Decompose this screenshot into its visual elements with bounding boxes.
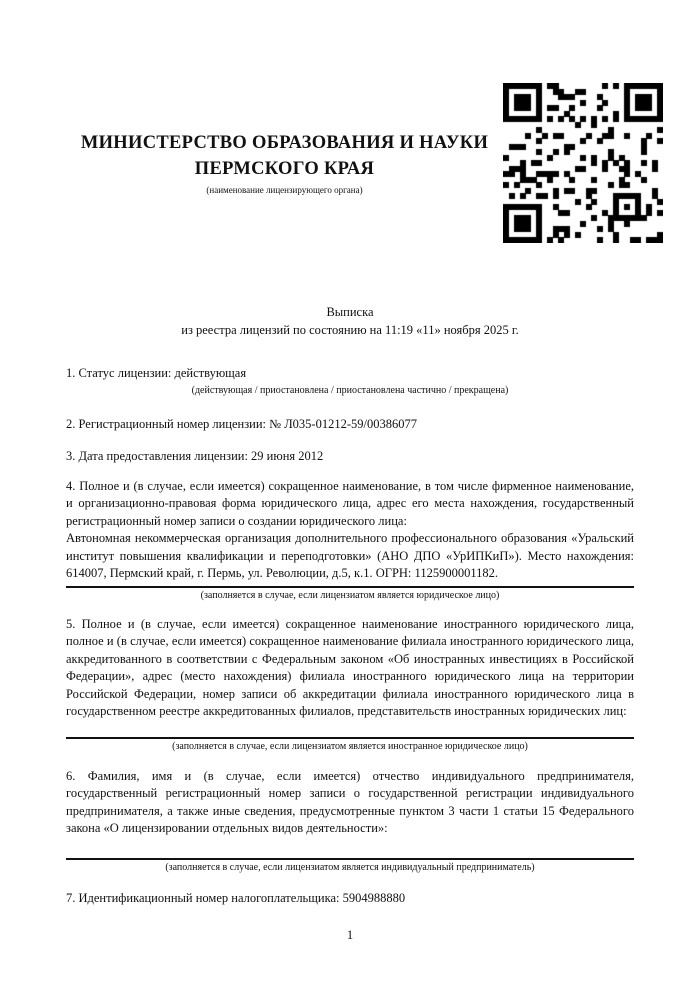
qr-code [503, 83, 663, 243]
section-individual-entrepreneur [66, 768, 634, 875]
section-license-status [66, 365, 634, 398]
foreign-entity-hint: (заполняется в случае, если лицензиатом является иностранное юридическое лицо) [172, 740, 528, 752]
document-title-line2: из реестра лицензий по состоянию на 11:19 «11» ноября 2025 г. [181, 322, 519, 337]
document-header [66, 0, 634, 252]
licensing-authority-caption: (наименование лицензирующего органа) [206, 185, 363, 195]
foreign-entity-description: 5. Полное и (в случае, если имеется) сокращенное наименование иностранного юридического лица, полное и (в случае, если имеется) сокращенное наименование филиала иностранного юридического лица, аккредитованного в соответствии с Федеральным законом «Об иностранных инвестициях в Российской Федерации», адрес (место нахождения) филиала иностранного юридического лица на территории Российской Федерации, номер записи об аккредитации филиала иностранного юридического лица в государственном реестре аккредитованных филиалов, представительств иностранных юридических лиц: [66, 616, 634, 718]
legal-entity-value: Автономная некоммерческая организация дополнительного профессионального образования «Уральский институт повышения квалификации и переподготовки» (АНО ДПО «УрИПКиП»). Место нахождения: 614007, Пермский край, г. Пермь, ул. Революции, д.5, к.1. ОГРН: 1125900001182. [66, 531, 634, 580]
license-status-hint: (действующая / приостановлена / приостановлена частично / прекращена) [191, 384, 509, 396]
licensing-authority-name-line1: МИНИСТЕРСТВО ОБРАЗОВАНИЯ И НАУКИ [80, 133, 489, 153]
legal-entity-hint: (заполняется в случае, если лицензиатом является юридическое лицо) [200, 589, 500, 601]
foreign-entity-fill-line [66, 737, 634, 739]
licensing-authority-block [66, 130, 503, 195]
individual-entrepreneur-hint: (заполняется в случае, если лицензиатом является индивидуальный предприниматель) [165, 861, 535, 873]
individual-entrepreneur-description: 6. Фамилия, имя и (в случае, если имеется) отчество индивидуального предпринимателя, государственный регистрационный номер записи о государственной регистрации индивидуального предпринимателя, а также иные сведения, предусмотренные пунктом 3 части 1 статьи 15 Федерального закона «О лицензировании отдельных видов деятельности»: [66, 768, 634, 835]
licensing-authority-name-line2: ПЕРМСКОГО КРАЯ [194, 159, 375, 179]
page-number: 1 [346, 928, 354, 942]
qr-code-image [503, 83, 663, 243]
page-content [66, 0, 634, 943]
section-taxpayer-number: 7. Идентификационный номер налогоплательщика: 5904988880 [66, 890, 406, 905]
licensing-authority-name [66, 130, 503, 182]
license-status-text: 1. Статус лицензии: действующая [66, 366, 247, 380]
section-grant-date: 3. Дата предоставления лицензии: 29 июня 2012 [66, 449, 324, 463]
document-title-line1: Выписка [326, 305, 374, 319]
legal-entity-description: 4. Полное и (в случае, если имеется) сокращенное наименование, в том числе фирменное наименование, и организационно-правовая форма юридического лица, адрес его места нахождения, государственный регистрационный номер записи о создании юридического лица: [66, 478, 634, 528]
document-title [66, 304, 634, 339]
individual-entrepreneur-fill-line [66, 858, 634, 860]
section-registration-number: 2. Регистрационный номер лицензии: № Л035-01212-59/00386077 [66, 416, 417, 431]
section-foreign-entity [66, 616, 634, 754]
legal-entity-fill-line [66, 586, 634, 588]
section-legal-entity [66, 478, 634, 603]
